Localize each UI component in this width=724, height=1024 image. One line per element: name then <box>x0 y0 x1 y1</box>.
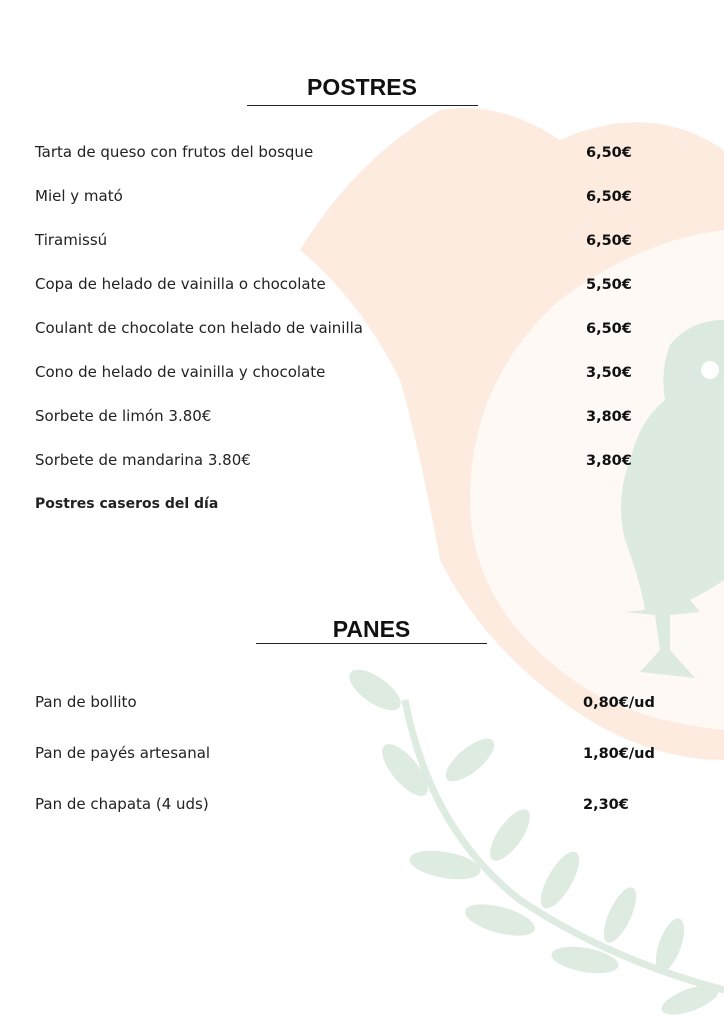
list-item-price: 3,50€ <box>586 365 632 381</box>
list-item-name: Tiramissú <box>35 231 108 249</box>
list-item-name: Sorbete de mandarina 3.80€ <box>35 451 251 469</box>
postres-title: POSTRES <box>307 74 417 100</box>
list-item-name: Miel y mató <box>35 187 123 205</box>
list-item-name: Tarta de queso con frutos del bosque <box>35 143 314 161</box>
list-item-name: Pan de chapata (4 uds) <box>35 795 209 813</box>
postres-footer-note: Postres caseros del día <box>35 496 219 512</box>
list-item-price: 1,80€/ud <box>583 746 655 762</box>
list-item-name: Cono de helado de vainilla y chocolate <box>35 363 326 381</box>
list-item-price: 0,80€/ud <box>583 695 655 711</box>
list-item-name: Coulant de chocolate con helado de vainilla <box>35 319 364 337</box>
list-item-price: 3,80€ <box>586 409 632 425</box>
list-item-price: 6,50€ <box>586 145 632 161</box>
list-item-price: 3,80€ <box>586 453 632 469</box>
list-item-price: 6,50€ <box>586 233 632 249</box>
list-item-price: 6,50€ <box>586 321 632 337</box>
list-item-name: Copa de helado de vainilla o chocolate <box>35 275 326 293</box>
list-item-name: Sorbete de limón 3.80€ <box>35 407 212 425</box>
list-item-name: Pan de payés artesanal <box>35 744 211 762</box>
list-item-name: Pan de bollito <box>35 693 137 711</box>
list-item-price: 5,50€ <box>586 277 632 293</box>
panes-title: PANES <box>332 616 411 642</box>
list-item-price: 6,50€ <box>586 189 632 205</box>
panes-title-underline <box>256 643 487 644</box>
postres-title-underline <box>247 105 478 106</box>
list-item-price: 2,30€ <box>583 797 629 813</box>
